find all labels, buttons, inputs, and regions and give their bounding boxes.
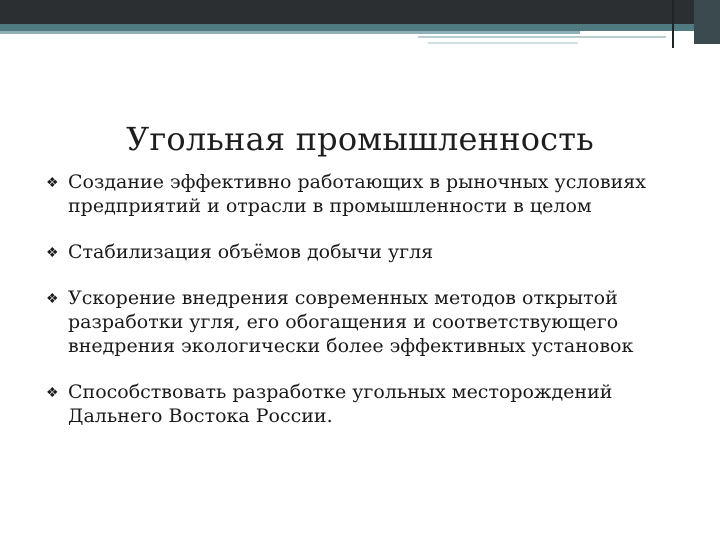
list-item-text: Способствовать разработке угольных месторождений Дальнего Востока России. bbox=[68, 381, 613, 427]
list-item-text: Создание эффективно работающих в рыночных условиях предприятий и отрасли в промышленности в целом bbox=[68, 171, 646, 217]
list-item bbox=[46, 170, 686, 218]
decorative-accent bbox=[672, 0, 674, 48]
list-item-text: Ускорение внедрения современных методов открытой разработки угля, его обогащения и соответствующего внедрения экологически более эффективных установок bbox=[68, 287, 634, 357]
top-band-teal-light bbox=[0, 31, 580, 34]
list-item bbox=[46, 286, 686, 358]
list-item bbox=[46, 240, 686, 264]
slide-title: Угольная промышленность bbox=[126, 120, 594, 159]
top-band-teal bbox=[0, 24, 720, 31]
diamond-bullet-icon: ❖ bbox=[46, 385, 59, 401]
diamond-bullet-icon: ❖ bbox=[46, 245, 59, 261]
diamond-bullet-icon: ❖ bbox=[46, 291, 59, 307]
list-item bbox=[46, 380, 686, 428]
diamond-bullet-icon: ❖ bbox=[46, 175, 59, 191]
bullet-list bbox=[46, 170, 686, 428]
decorative-line bbox=[428, 42, 578, 44]
list-item-text: Стабилизация объёмов добычи угля bbox=[68, 241, 434, 263]
decorative-line bbox=[418, 36, 666, 38]
top-band-dark bbox=[0, 0, 720, 24]
decorative-block bbox=[694, 0, 720, 44]
